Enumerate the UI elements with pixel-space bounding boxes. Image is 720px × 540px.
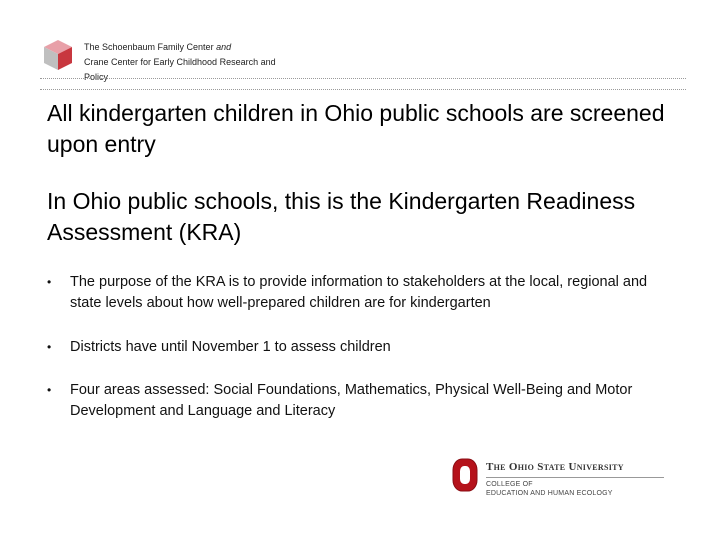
college-line-2: EDUCATION AND HUMAN ECOLOGY bbox=[486, 490, 613, 497]
bullet-item bbox=[47, 272, 677, 314]
org-line-1: The Schoenbaum Family Center bbox=[84, 42, 214, 52]
bullet-icon: • bbox=[47, 383, 52, 397]
header-divider bbox=[40, 78, 686, 90]
logo-divider bbox=[486, 477, 664, 478]
org-line-1-and: and bbox=[216, 42, 232, 52]
bullet-text: Four areas assessed: Social Foundations, Mathematics, Physical Well-Being and Motor Development and Language and Literacy bbox=[70, 382, 633, 419]
slide-title: All kindergarten children in Ohio public schools are screened upon entry bbox=[47, 100, 665, 157]
org-line-2: Crane Center for Early Childhood Research and bbox=[84, 57, 276, 67]
college-line-1: COLLEGE OF bbox=[486, 481, 533, 488]
bullet-text: Districts have until November 1 to assess children bbox=[70, 339, 391, 355]
org-line-3: Policy bbox=[84, 72, 109, 82]
osu-logo bbox=[452, 458, 672, 504]
cube-logo-icon bbox=[42, 38, 74, 72]
block-o-icon bbox=[452, 458, 478, 492]
bullet-text: The purpose of the KRA is to provide information to stakeholders at the local, regional and state levels about how well-prepared children are for kindergarten bbox=[70, 274, 648, 311]
bullet-icon: • bbox=[47, 340, 52, 354]
university-name: The Ohio State University bbox=[486, 461, 624, 473]
bullet-item bbox=[47, 380, 677, 422]
bullet-list bbox=[47, 272, 677, 422]
bullet-item bbox=[47, 337, 677, 358]
college-name bbox=[486, 480, 613, 498]
bullet-icon: • bbox=[47, 275, 52, 289]
slide-subtitle: In Ohio public schools, this is the Kindergarten Readiness Assessment (KRA) bbox=[47, 188, 636, 245]
